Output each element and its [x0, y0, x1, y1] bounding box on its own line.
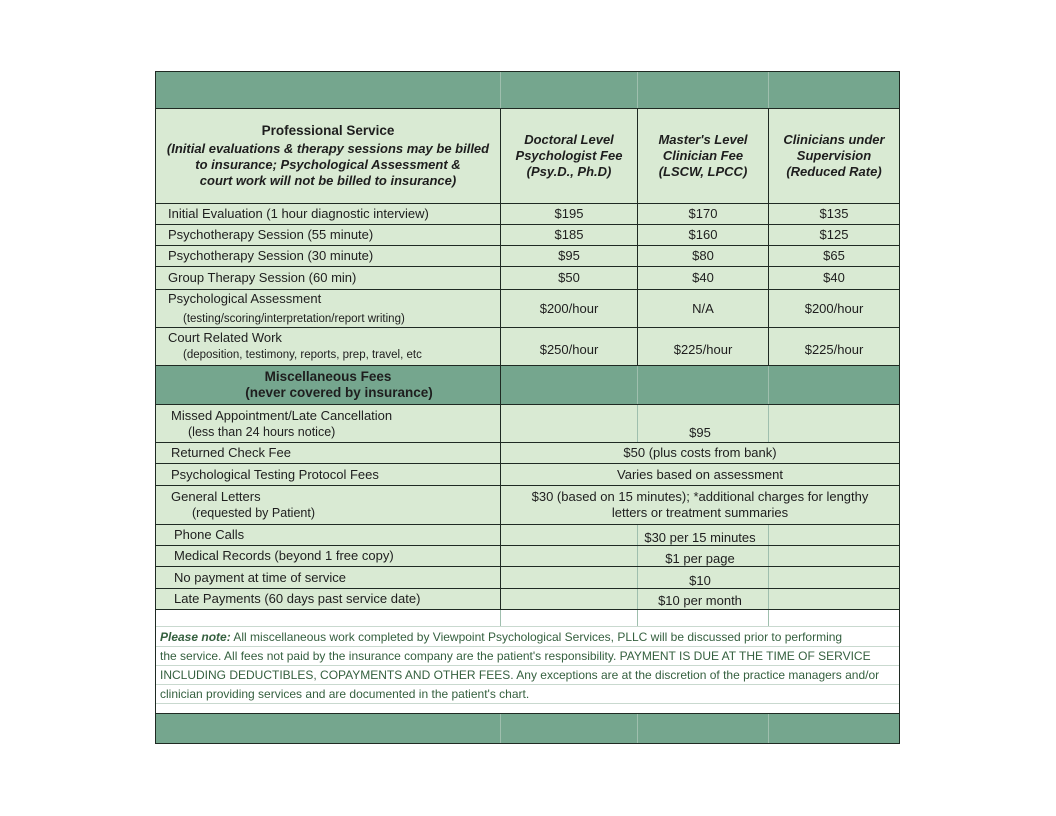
table-row: Psychological Assessment (testing/scoring/interpretation/report writing) $200/hour N/A $200/hour — [156, 290, 899, 327]
misc-row: Missed Appointment/Late Cancellation (less than 24 hours notice) $95 — [156, 405, 899, 442]
top-band — [156, 72, 899, 108]
misc-row: Late Payments (60 days past service date) $10 per month — [156, 589, 899, 609]
misc-header — [156, 366, 899, 404]
misc-row: No payment at time of service $10 — [156, 567, 899, 588]
table-row: Psychotherapy Session (30 minute) $95 $80 $65 — [156, 246, 899, 266]
table-row: Psychotherapy Session (55 minute) $185 $160 $125 — [156, 225, 899, 245]
misc-subtitle: (never covered by insurance) — [245, 385, 433, 400]
doctoral-header: Doctoral Level Psychologist Fee (Psy.D., Ph.D) — [515, 132, 623, 179]
misc-row: Returned Check Fee $50 (plus costs from bank) — [156, 443, 899, 463]
table-row: Group Therapy Session (60 min) $50 $40 $40 — [156, 267, 899, 289]
fee-schedule-sheet — [155, 71, 900, 744]
bottom-band — [156, 714, 899, 743]
supervised-header: Clinicians under Supervision (Reduced Rate) — [783, 132, 885, 179]
misc-title: Miscellaneous Fees — [264, 369, 392, 384]
table-row: Court Related Work (deposition, testimony, reports, prep, travel, etc $250/hour $225/hour $225/hour — [156, 328, 899, 365]
blank-row — [156, 610, 899, 626]
misc-row: Phone Calls $30 per 15 minutes — [156, 525, 899, 545]
service-header: Professional Service (Initial evaluations & therapy sessions may be billed to insurance; Psychological Assessment & court work will not be billed to insurance) — [166, 123, 490, 188]
note-lead: Please note: — [160, 630, 231, 644]
table-header — [156, 109, 899, 203]
please-note: Please note: All miscellaneous work completed by Viewpoint Psychological Services, PLLC will be discussed prior to performing the service. All fees not paid by the insurance company are the patient's responsibility. PAYMENT IS DUE AT THE TIME OF SERVICE INCLUDING DEDUCTIBLES, COPAYMENTS AND OTHER FEES. Any exceptions are at the discretion of the practice managers and/or clinician providing services and are documented in the patient's chart. — [156, 627, 899, 713]
table-row: Initial Evaluation (1 hour diagnostic interview) $195 $170 $135 — [156, 204, 899, 224]
misc-row: Psychological Testing Protocol Fees Varies based on assessment — [156, 464, 899, 485]
misc-row: General Letters (requested by Patient) $30 (based on 15 minutes); *additional charges for lengthy letters or treatment summaries — [156, 486, 899, 524]
misc-row: Medical Records (beyond 1 free copy) $1 per page — [156, 546, 899, 566]
masters-header: Master's Level Clinician Fee (LSCW, LPCC) — [658, 132, 748, 179]
service-header-title: Professional Service — [261, 123, 395, 138]
